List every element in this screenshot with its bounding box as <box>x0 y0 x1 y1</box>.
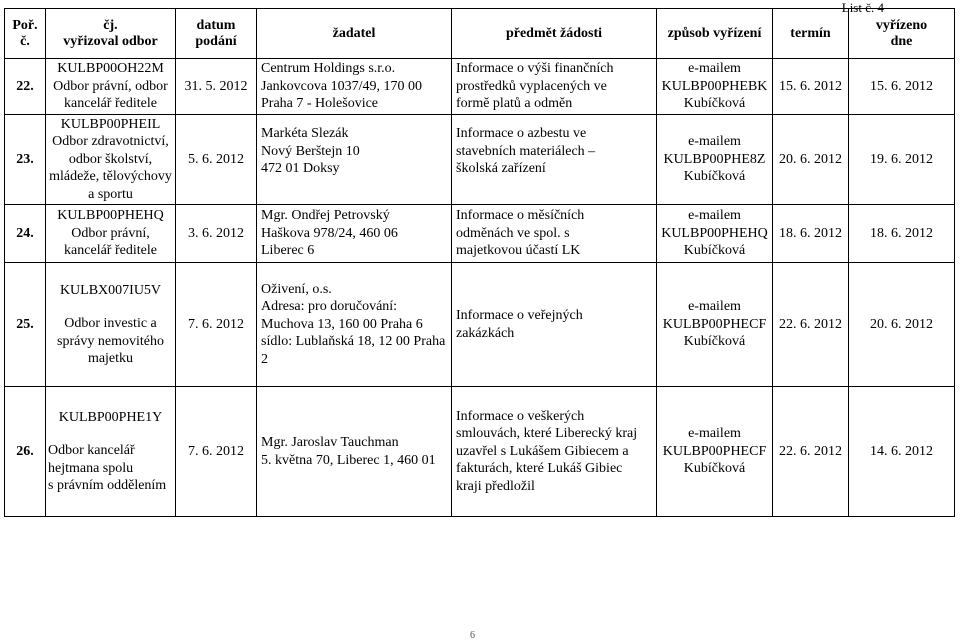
row-number: 23. <box>5 115 46 205</box>
subject-cell: Informace o veřejných zakázkách <box>452 263 657 387</box>
subject-cell: Informace o výši finančních prostředků vyplacených ve formě platů a odměn <box>452 59 657 115</box>
table-row <box>5 205 955 263</box>
method-cell: e-mailem KULBP00PHECF Kubíčková <box>657 263 773 387</box>
table-row <box>5 263 955 387</box>
date-cell: 3. 6. 2012 <box>176 205 257 263</box>
applicant-cell: Centrum Holdings s.r.o. Jankovcova 1037/49, 170 00 Praha 7 - Holešovice <box>257 59 452 115</box>
header-order: Poř. č. <box>5 9 46 59</box>
row-number: 24. <box>5 205 46 263</box>
ref-cell: KULBP00PHEHQ Odbor právní, kancelář ředitele <box>46 205 176 263</box>
applicant-cell: Mgr. Jaroslav Tauchman 5. května 70, Liberec 1, 460 01 <box>257 387 452 517</box>
header-applicant: žadatel <box>257 9 452 59</box>
done-cell: 20. 6. 2012 <box>849 263 955 387</box>
header-ref: čj. vyřizoval odbor <box>46 9 176 59</box>
date-cell: 31. 5. 2012 <box>176 59 257 115</box>
applicant-cell: Markéta Slezák Nový Berštejn 10 472 01 Doksy <box>257 115 452 205</box>
table-row <box>5 115 955 205</box>
requests-table <box>4 8 955 517</box>
subject-cell: Informace o azbestu ve stavebních materiálech – školská zařízení <box>452 115 657 205</box>
ref-cell: KULBP00OH22M Odbor právní, odbor kancelář ředitele <box>46 59 176 115</box>
table-row <box>5 387 955 517</box>
subject-cell: Informace o měsíčních odměnách ve spol. s majetkovou účastí LK <box>452 205 657 263</box>
header-done: vyřízeno dne <box>849 9 955 59</box>
date-cell: 7. 6. 2012 <box>176 387 257 517</box>
sheet-label: List č. 4 <box>841 0 884 15</box>
applicant-cell: Mgr. Ondřej Petrovský Haškova 978/24, 460 06 Liberec 6 <box>257 205 452 263</box>
ref-cell: KULBP00PHE1Y Odbor kancelář hejtmana spolu s právním oddělením <box>46 387 176 517</box>
header-subject: předmět žádosti <box>452 9 657 59</box>
term-cell: 22. 6. 2012 <box>773 387 849 517</box>
page-number: 6 <box>470 630 475 641</box>
method-cell: e-mailem KULBP00PHE8Z Kubíčková <box>657 115 773 205</box>
applicant-cell: Oživení, o.s. Adresa: pro doručování: Muchova 13, 160 00 Praha 6 sídlo: Lublaňská 18, 12 00 Praha 2 <box>257 263 452 387</box>
row-number: 22. <box>5 59 46 115</box>
method-cell: e-mailem KULBP00PHEBK Kubíčková <box>657 59 773 115</box>
term-cell: 22. 6. 2012 <box>773 263 849 387</box>
header-date: datum podání <box>176 9 257 59</box>
header-term: termín <box>773 9 849 59</box>
term-cell: 18. 6. 2012 <box>773 205 849 263</box>
done-cell: 15. 6. 2012 <box>849 59 955 115</box>
header-method: způsob vyřízení <box>657 9 773 59</box>
date-cell: 5. 6. 2012 <box>176 115 257 205</box>
subject-cell: Informace o veškerých smlouvách, které Liberecký kraj uzavřel s Lukášem Gibiecem a fakturách, které Lukáš Gibiec kraji předložil <box>452 387 657 517</box>
done-cell: 14. 6. 2012 <box>849 387 955 517</box>
done-cell: 18. 6. 2012 <box>849 205 955 263</box>
ref-cell: KULBX007IU5V Odbor investic a správy nemovitého majetku <box>46 263 176 387</box>
method-cell: e-mailem KULBP00PHECF Kubíčková <box>657 387 773 517</box>
row-number: 25. <box>5 263 46 387</box>
method-cell: e-mailem KULBP00PHEHQ Kubíčková <box>657 205 773 263</box>
table-row <box>5 59 955 115</box>
ref-cell: KULBP00PHEIL Odbor zdravotnictví, odbor školství, mládeže, tělovýchovy a sportu <box>46 115 176 205</box>
done-cell: 19. 6. 2012 <box>849 115 955 205</box>
row-number: 26. <box>5 387 46 517</box>
term-cell: 20. 6. 2012 <box>773 115 849 205</box>
date-cell: 7. 6. 2012 <box>176 263 257 387</box>
term-cell: 15. 6. 2012 <box>773 59 849 115</box>
header-row <box>5 9 955 59</box>
